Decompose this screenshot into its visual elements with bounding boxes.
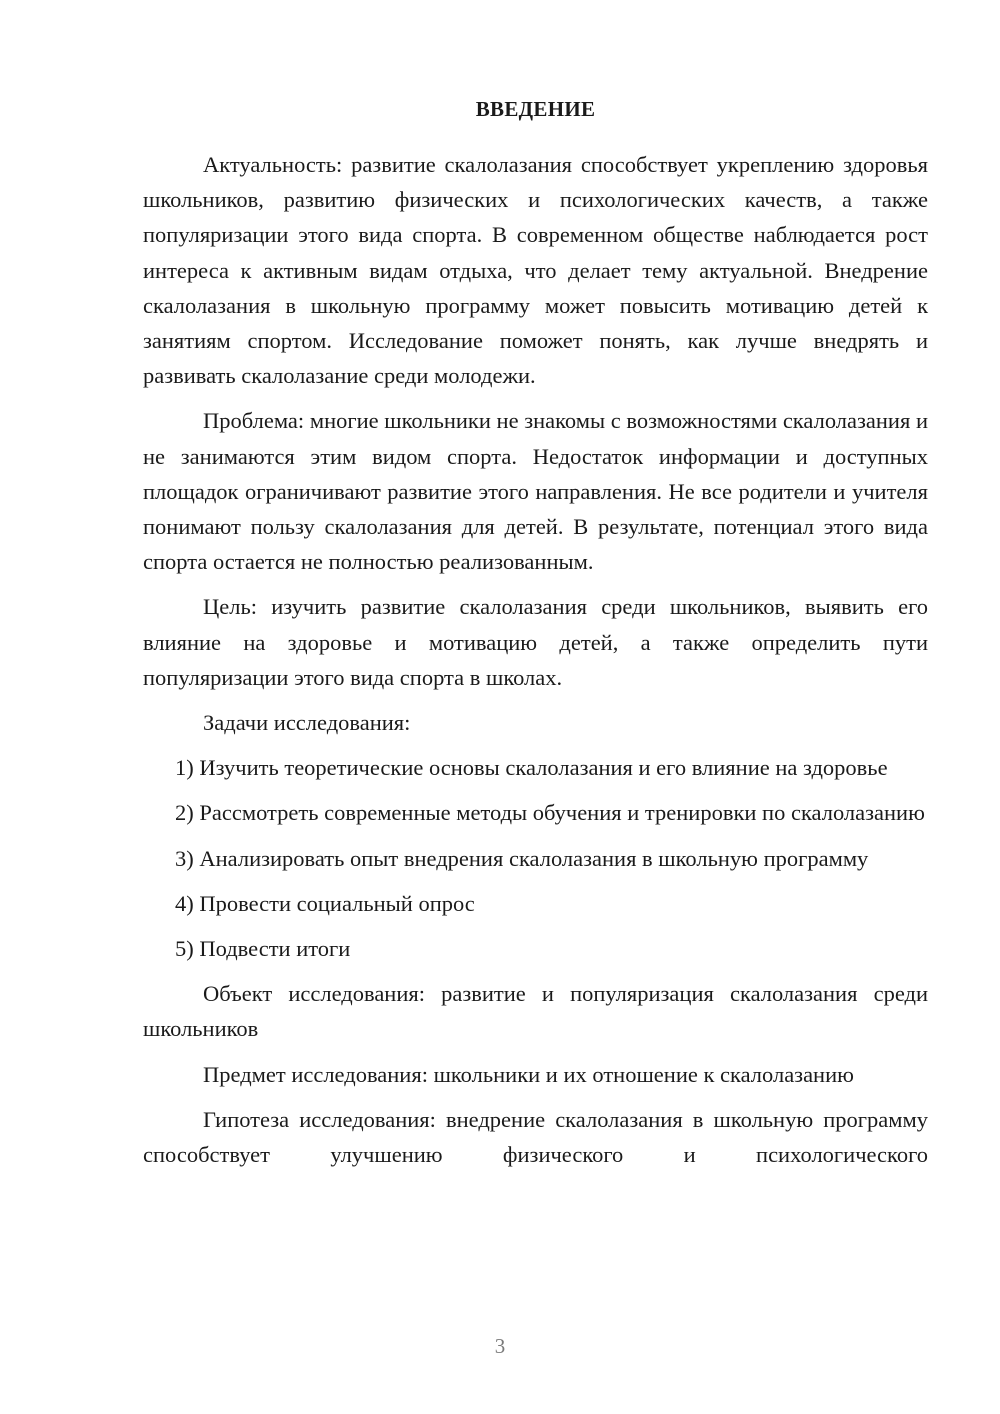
hypothesis-paragraph: Гипотеза исследования: внедрение скалолазания в школьную программу способствует улучшению физического и психологического <box>143 1106 928 1168</box>
section-title: ВВЕДЕНИЕ <box>475 97 596 121</box>
page-number: 3 <box>494 1334 506 1358</box>
object-paragraph: Объект исследования: развитие и популяризация скалолазания среди школьников <box>143 981 928 1042</box>
task-item-5: 5) Подвести итоги <box>175 936 351 962</box>
subject-paragraph: Предмет исследования: школьники и их отношение к скалолазанию <box>203 1061 854 1087</box>
document-page <box>143 92 928 1182</box>
tasks-heading: Задачи исследования: <box>203 710 411 736</box>
task-item-3: 3) Анализировать опыт внедрения скалолазания в школьную программу <box>175 845 869 871</box>
task-item-1: 1) Изучить теоретические основы скалолазания и его влияние на здоровье <box>175 755 888 781</box>
task-item-2: 2) Рассмотреть современные методы обучения и тренировки по скалолазанию <box>175 800 925 826</box>
problem-paragraph: Проблема: многие школьники не знакомы с возможностями скалолазания и не занимаются этим видом спорта. Недостаток информации и доступных площадок ограничивают развитие этого направления. Не все родители и учителя понимают пользу скалолазания для детей. В результате, потенциал этого вида спорта остается не полностью реализованным. <box>143 408 928 575</box>
goal-paragraph: Цель: изучить развитие скалолазания среди школьников, выявить его влияние на здоровье и мотивацию детей, а также определить пути популяризации этого вида спорта в школах. <box>143 594 928 690</box>
relevance-paragraph: Актуальность: развитие скалолазания способствует укреплению здоровья школьников, развитию физических и психологических качеств, а также популяризации этого вида спорта. В современном обществе наблюдается рост интереса к активным видам отдыха, что делает тему актуальной. Внедрение скалолазания в школьную программу может повысить мотивацию детей к занятиям спортом. Исследование поможет понять, как лучше внедрять и развивать скалолазание среди молодежи. <box>143 152 928 389</box>
tasks-list <box>143 750 928 966</box>
task-item-4: 4) Провести социальный опрос <box>175 890 475 916</box>
